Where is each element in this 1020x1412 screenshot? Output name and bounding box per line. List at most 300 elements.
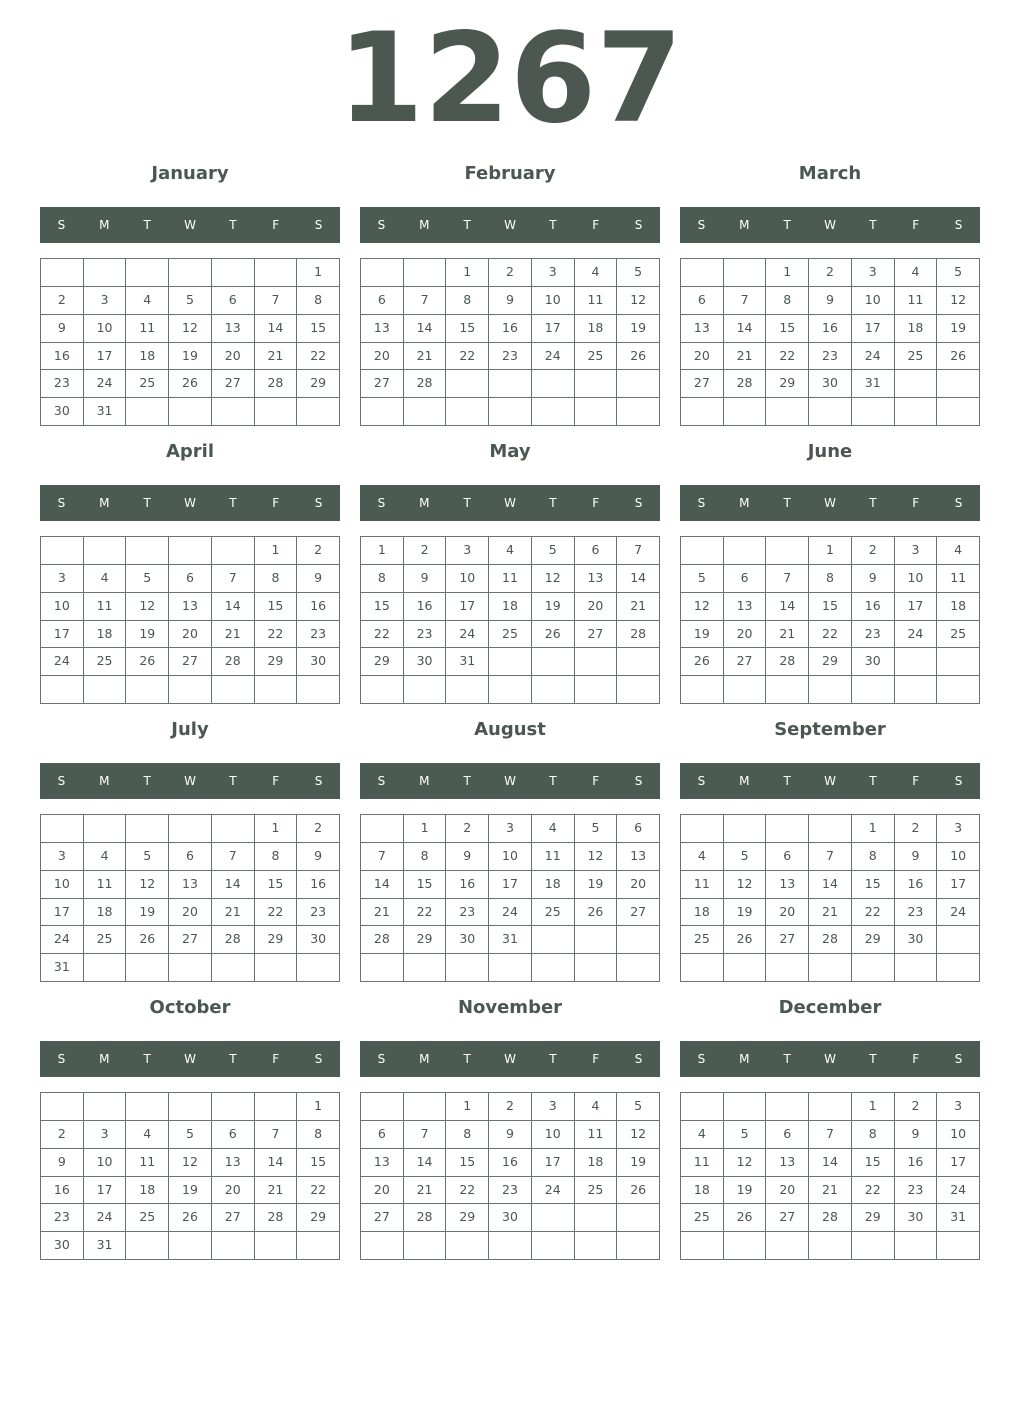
empty-day-cell (404, 676, 447, 704)
day-cell: 15 (446, 1149, 489, 1177)
empty-day-cell (937, 398, 980, 426)
day-cell: 20 (766, 1177, 809, 1205)
empty-day-cell (404, 1093, 447, 1121)
day-cell: 11 (489, 565, 532, 593)
day-cell: 2 (809, 259, 852, 287)
day-cell: 16 (809, 315, 852, 343)
weekday-label: F (272, 1052, 280, 1066)
day-cell: 3 (84, 287, 127, 315)
empty-day-cell (489, 1232, 532, 1260)
day-cell: 5 (575, 815, 618, 843)
empty-day-cell (895, 676, 938, 704)
day-cell: 8 (852, 843, 895, 871)
day-cell: 14 (361, 871, 404, 899)
weekday-label: W (504, 218, 516, 232)
day-cell: 3 (489, 815, 532, 843)
day-cell: 21 (255, 1177, 298, 1205)
day-cell: 26 (169, 370, 212, 398)
weekday-label: M (419, 496, 430, 510)
day-cell: 8 (297, 287, 340, 315)
day-cell: 20 (169, 621, 212, 649)
day-cell: 26 (617, 343, 660, 371)
day-cell: 1 (361, 537, 404, 565)
day-cell: 29 (404, 926, 447, 954)
day-cell: 7 (255, 1121, 298, 1149)
day-cell: 10 (84, 315, 127, 343)
day-cell: 12 (724, 871, 767, 899)
weekday-label: T (229, 496, 237, 510)
day-cell: 20 (617, 871, 660, 899)
day-cell: 29 (852, 1204, 895, 1232)
empty-day-cell (84, 1093, 127, 1121)
weekday-label: W (824, 774, 836, 788)
day-cell: 19 (724, 899, 767, 927)
day-cell: 15 (766, 315, 809, 343)
day-cell: 4 (532, 815, 575, 843)
month-title: August (474, 719, 546, 740)
day-cell: 7 (255, 287, 298, 315)
day-cell: 4 (937, 537, 980, 565)
day-cell: 2 (41, 1121, 84, 1149)
weekday-label: T (869, 1052, 877, 1066)
year-title: 1267 (337, 7, 683, 151)
day-cell: 13 (617, 843, 660, 871)
day-cell: 5 (126, 565, 169, 593)
empty-day-cell (212, 676, 255, 704)
weekday-label: T (229, 218, 237, 232)
day-cell: 23 (489, 1177, 532, 1205)
weekday-label: T (869, 218, 877, 232)
day-cell: 6 (169, 843, 212, 871)
day-cell: 12 (681, 593, 724, 621)
day-cell: 5 (169, 287, 212, 315)
empty-day-cell (212, 537, 255, 565)
empty-day-cell (766, 815, 809, 843)
empty-day-cell (404, 954, 447, 982)
day-cell: 13 (212, 315, 255, 343)
empty-day-cell (169, 676, 212, 704)
day-cell: 16 (489, 315, 532, 343)
day-cell: 18 (84, 899, 127, 927)
weekday-header (680, 207, 980, 243)
day-cell: 3 (937, 1093, 980, 1121)
day-cell: 8 (255, 843, 298, 871)
day-cell: 7 (404, 1121, 447, 1149)
day-cell: 11 (532, 843, 575, 871)
day-cell: 12 (169, 1149, 212, 1177)
day-cell: 12 (126, 593, 169, 621)
empty-day-cell (126, 537, 169, 565)
day-cell: 5 (724, 1121, 767, 1149)
empty-day-cell (617, 954, 660, 982)
day-cell: 26 (126, 926, 169, 954)
day-cell: 16 (404, 593, 447, 621)
day-cell: 7 (212, 843, 255, 871)
weekday-label: T (869, 496, 877, 510)
day-cell: 3 (41, 843, 84, 871)
day-cell: 25 (575, 343, 618, 371)
empty-day-cell (446, 676, 489, 704)
empty-day-cell (41, 537, 84, 565)
empty-day-cell (489, 370, 532, 398)
empty-day-cell (809, 1232, 852, 1260)
day-cell: 3 (532, 1093, 575, 1121)
month-title: April (165, 441, 215, 462)
day-cell: 27 (575, 621, 618, 649)
day-cell: 22 (852, 899, 895, 927)
empty-day-cell (169, 398, 212, 426)
day-grid (360, 258, 660, 426)
empty-day-cell (575, 370, 618, 398)
day-cell: 17 (532, 1149, 575, 1177)
day-cell: 15 (446, 315, 489, 343)
empty-day-cell (724, 1232, 767, 1260)
day-cell: 28 (766, 648, 809, 676)
day-cell: 2 (489, 1093, 532, 1121)
day-cell: 9 (489, 1121, 532, 1149)
day-cell: 25 (84, 926, 127, 954)
empty-day-cell (766, 1093, 809, 1121)
empty-day-cell (126, 676, 169, 704)
weekday-label: T (783, 218, 791, 232)
day-cell: 2 (404, 537, 447, 565)
empty-day-cell (489, 676, 532, 704)
day-cell: 30 (446, 926, 489, 954)
weekday-label: F (912, 218, 920, 232)
day-cell: 7 (617, 537, 660, 565)
empty-day-cell (446, 1232, 489, 1260)
day-cell: 11 (681, 1149, 724, 1177)
empty-day-cell (169, 954, 212, 982)
weekday-label: F (912, 1052, 920, 1066)
day-cell: 21 (617, 593, 660, 621)
day-cell: 12 (575, 843, 618, 871)
day-cell: 24 (84, 370, 127, 398)
day-cell: 2 (41, 287, 84, 315)
weekday-label: S (697, 496, 706, 510)
day-cell: 17 (84, 1177, 127, 1205)
day-cell: 6 (724, 565, 767, 593)
empty-day-cell (575, 648, 618, 676)
month-april (40, 442, 340, 705)
day-cell: 7 (361, 843, 404, 871)
weekday-label: S (57, 496, 66, 510)
empty-day-cell (724, 954, 767, 982)
day-cell: 20 (575, 593, 618, 621)
empty-day-cell (212, 398, 255, 426)
day-cell: 18 (126, 343, 169, 371)
day-cell: 8 (361, 565, 404, 593)
day-cell: 27 (766, 1204, 809, 1232)
day-cell: 21 (212, 621, 255, 649)
day-cell: 27 (681, 370, 724, 398)
day-cell: 18 (84, 621, 127, 649)
day-cell: 24 (532, 343, 575, 371)
day-cell: 14 (809, 871, 852, 899)
day-cell: 15 (809, 593, 852, 621)
weekday-header (360, 207, 660, 243)
day-grid (40, 536, 340, 704)
day-cell: 11 (895, 287, 938, 315)
day-cell: 16 (895, 871, 938, 899)
day-cell: 3 (446, 537, 489, 565)
day-cell: 23 (489, 343, 532, 371)
day-cell: 11 (575, 1121, 618, 1149)
empty-day-cell (297, 954, 340, 982)
weekday-label: F (272, 496, 280, 510)
day-cell: 5 (937, 259, 980, 287)
day-cell: 29 (255, 648, 298, 676)
weekday-label: M (99, 774, 110, 788)
empty-day-cell (446, 954, 489, 982)
day-cell: 30 (809, 370, 852, 398)
day-cell: 21 (809, 1177, 852, 1205)
month-december (680, 998, 980, 1261)
day-cell: 13 (575, 565, 618, 593)
day-cell: 16 (41, 1177, 84, 1205)
day-cell: 31 (84, 1232, 127, 1260)
weekday-label: M (419, 1052, 430, 1066)
day-cell: 13 (169, 871, 212, 899)
day-cell: 20 (361, 1177, 404, 1205)
day-cell: 7 (809, 843, 852, 871)
day-cell: 8 (404, 843, 447, 871)
month-july (40, 720, 340, 983)
weekday-label: T (143, 1052, 151, 1066)
day-cell: 30 (489, 1204, 532, 1232)
day-cell: 20 (766, 899, 809, 927)
day-cell: 8 (446, 1121, 489, 1149)
weekday-label: M (739, 218, 750, 232)
day-cell: 9 (895, 843, 938, 871)
day-cell: 20 (212, 1177, 255, 1205)
day-cell: 6 (681, 287, 724, 315)
day-cell: 19 (681, 621, 724, 649)
empty-day-cell (361, 1232, 404, 1260)
empty-day-cell (681, 676, 724, 704)
month-june (680, 442, 980, 705)
empty-day-cell (297, 676, 340, 704)
weekday-label: S (377, 218, 386, 232)
day-cell: 5 (617, 259, 660, 287)
day-cell: 24 (895, 621, 938, 649)
weekday-header (40, 485, 340, 521)
day-cell: 24 (41, 648, 84, 676)
day-cell: 21 (212, 899, 255, 927)
empty-day-cell (169, 1093, 212, 1121)
day-cell: 17 (532, 315, 575, 343)
day-cell: 22 (297, 1177, 340, 1205)
day-cell: 5 (617, 1093, 660, 1121)
empty-day-cell (126, 954, 169, 982)
weekday-label: T (783, 496, 791, 510)
day-cell: 4 (575, 1093, 618, 1121)
day-cell: 26 (937, 343, 980, 371)
day-cell: 16 (852, 593, 895, 621)
day-cell: 6 (575, 537, 618, 565)
empty-day-cell (895, 370, 938, 398)
weekday-label: W (504, 1052, 516, 1066)
empty-day-cell (809, 1093, 852, 1121)
empty-day-cell (766, 398, 809, 426)
day-grid (360, 1092, 660, 1260)
day-cell: 24 (489, 899, 532, 927)
weekday-label: T (869, 774, 877, 788)
day-cell: 17 (852, 315, 895, 343)
day-cell: 17 (41, 621, 84, 649)
day-cell: 14 (617, 565, 660, 593)
day-cell: 25 (681, 1204, 724, 1232)
weekday-label: S (314, 774, 323, 788)
day-cell: 26 (126, 648, 169, 676)
day-cell: 22 (852, 1177, 895, 1205)
month-february (360, 164, 660, 427)
day-cell: 28 (212, 648, 255, 676)
empty-day-cell (766, 1232, 809, 1260)
empty-day-cell (937, 926, 980, 954)
day-cell: 1 (766, 259, 809, 287)
day-cell: 26 (724, 926, 767, 954)
day-cell: 28 (255, 1204, 298, 1232)
day-cell: 8 (297, 1121, 340, 1149)
weekday-label: F (912, 774, 920, 788)
day-cell: 27 (169, 926, 212, 954)
empty-day-cell (361, 1093, 404, 1121)
month-title: March (798, 163, 862, 184)
day-cell: 29 (297, 370, 340, 398)
empty-day-cell (895, 398, 938, 426)
empty-day-cell (212, 1232, 255, 1260)
day-cell: 1 (446, 1093, 489, 1121)
day-grid (40, 814, 340, 982)
weekday-label: W (184, 774, 196, 788)
day-cell: 26 (169, 1204, 212, 1232)
day-cell: 10 (446, 565, 489, 593)
empty-day-cell (617, 926, 660, 954)
empty-day-cell (681, 537, 724, 565)
empty-day-cell (852, 398, 895, 426)
day-cell: 31 (489, 926, 532, 954)
day-cell: 25 (126, 1204, 169, 1232)
day-cell: 29 (809, 648, 852, 676)
empty-day-cell (361, 954, 404, 982)
day-cell: 17 (895, 593, 938, 621)
day-cell: 28 (361, 926, 404, 954)
weekday-header (680, 485, 980, 521)
empty-day-cell (809, 676, 852, 704)
weekday-label: T (463, 218, 471, 232)
day-cell: 16 (297, 593, 340, 621)
day-cell: 17 (489, 871, 532, 899)
day-cell: 19 (532, 593, 575, 621)
day-cell: 31 (84, 398, 127, 426)
day-cell: 10 (852, 287, 895, 315)
day-cell: 19 (724, 1177, 767, 1205)
day-cell: 4 (681, 843, 724, 871)
day-cell: 16 (895, 1149, 938, 1177)
day-cell: 25 (532, 899, 575, 927)
weekday-label: S (634, 774, 643, 788)
day-cell: 21 (766, 621, 809, 649)
weekday-header (360, 485, 660, 521)
empty-day-cell (809, 954, 852, 982)
empty-day-cell (766, 676, 809, 704)
day-cell: 15 (852, 871, 895, 899)
day-cell: 15 (852, 1149, 895, 1177)
day-cell: 28 (255, 370, 298, 398)
weekday-label: F (592, 1052, 600, 1066)
month-title: February (464, 163, 556, 184)
day-cell: 14 (809, 1149, 852, 1177)
weekday-label: T (229, 1052, 237, 1066)
day-cell: 25 (126, 370, 169, 398)
month-november (360, 998, 660, 1261)
empty-day-cell (126, 259, 169, 287)
day-cell: 22 (255, 621, 298, 649)
day-cell: 18 (489, 593, 532, 621)
day-cell: 23 (41, 1204, 84, 1232)
day-cell: 13 (169, 593, 212, 621)
day-cell: 7 (404, 287, 447, 315)
day-cell: 6 (212, 1121, 255, 1149)
day-cell: 22 (255, 899, 298, 927)
day-cell: 9 (297, 565, 340, 593)
month-title: September (774, 719, 886, 740)
empty-day-cell (532, 398, 575, 426)
day-cell: 1 (852, 815, 895, 843)
day-cell: 19 (937, 315, 980, 343)
empty-day-cell (681, 815, 724, 843)
empty-day-cell (41, 676, 84, 704)
empty-day-cell (126, 815, 169, 843)
month-october (40, 998, 340, 1261)
empty-day-cell (404, 1232, 447, 1260)
day-cell: 31 (852, 370, 895, 398)
day-cell: 30 (41, 398, 84, 426)
day-cell: 28 (212, 926, 255, 954)
day-cell: 8 (255, 565, 298, 593)
day-cell: 23 (446, 899, 489, 927)
weekday-label: S (697, 218, 706, 232)
weekday-label: W (824, 496, 836, 510)
day-cell: 25 (895, 343, 938, 371)
day-cell: 24 (84, 1204, 127, 1232)
day-cell: 27 (766, 926, 809, 954)
day-cell: 2 (297, 537, 340, 565)
weekday-label: T (143, 496, 151, 510)
day-cell: 26 (724, 1204, 767, 1232)
empty-day-cell (937, 1232, 980, 1260)
day-cell: 10 (489, 843, 532, 871)
day-cell: 23 (297, 621, 340, 649)
day-cell: 2 (297, 815, 340, 843)
weekday-label: S (377, 496, 386, 510)
empty-day-cell (724, 1093, 767, 1121)
empty-day-cell (895, 1232, 938, 1260)
day-cell: 18 (681, 1177, 724, 1205)
day-cell: 14 (212, 593, 255, 621)
day-cell: 9 (489, 287, 532, 315)
empty-day-cell (852, 1232, 895, 1260)
day-cell: 17 (41, 899, 84, 927)
day-cell: 9 (41, 1149, 84, 1177)
day-cell: 10 (937, 843, 980, 871)
empty-day-cell (681, 1232, 724, 1260)
weekday-label: W (184, 496, 196, 510)
day-cell: 19 (617, 1149, 660, 1177)
day-grid (360, 536, 660, 704)
day-cell: 6 (617, 815, 660, 843)
